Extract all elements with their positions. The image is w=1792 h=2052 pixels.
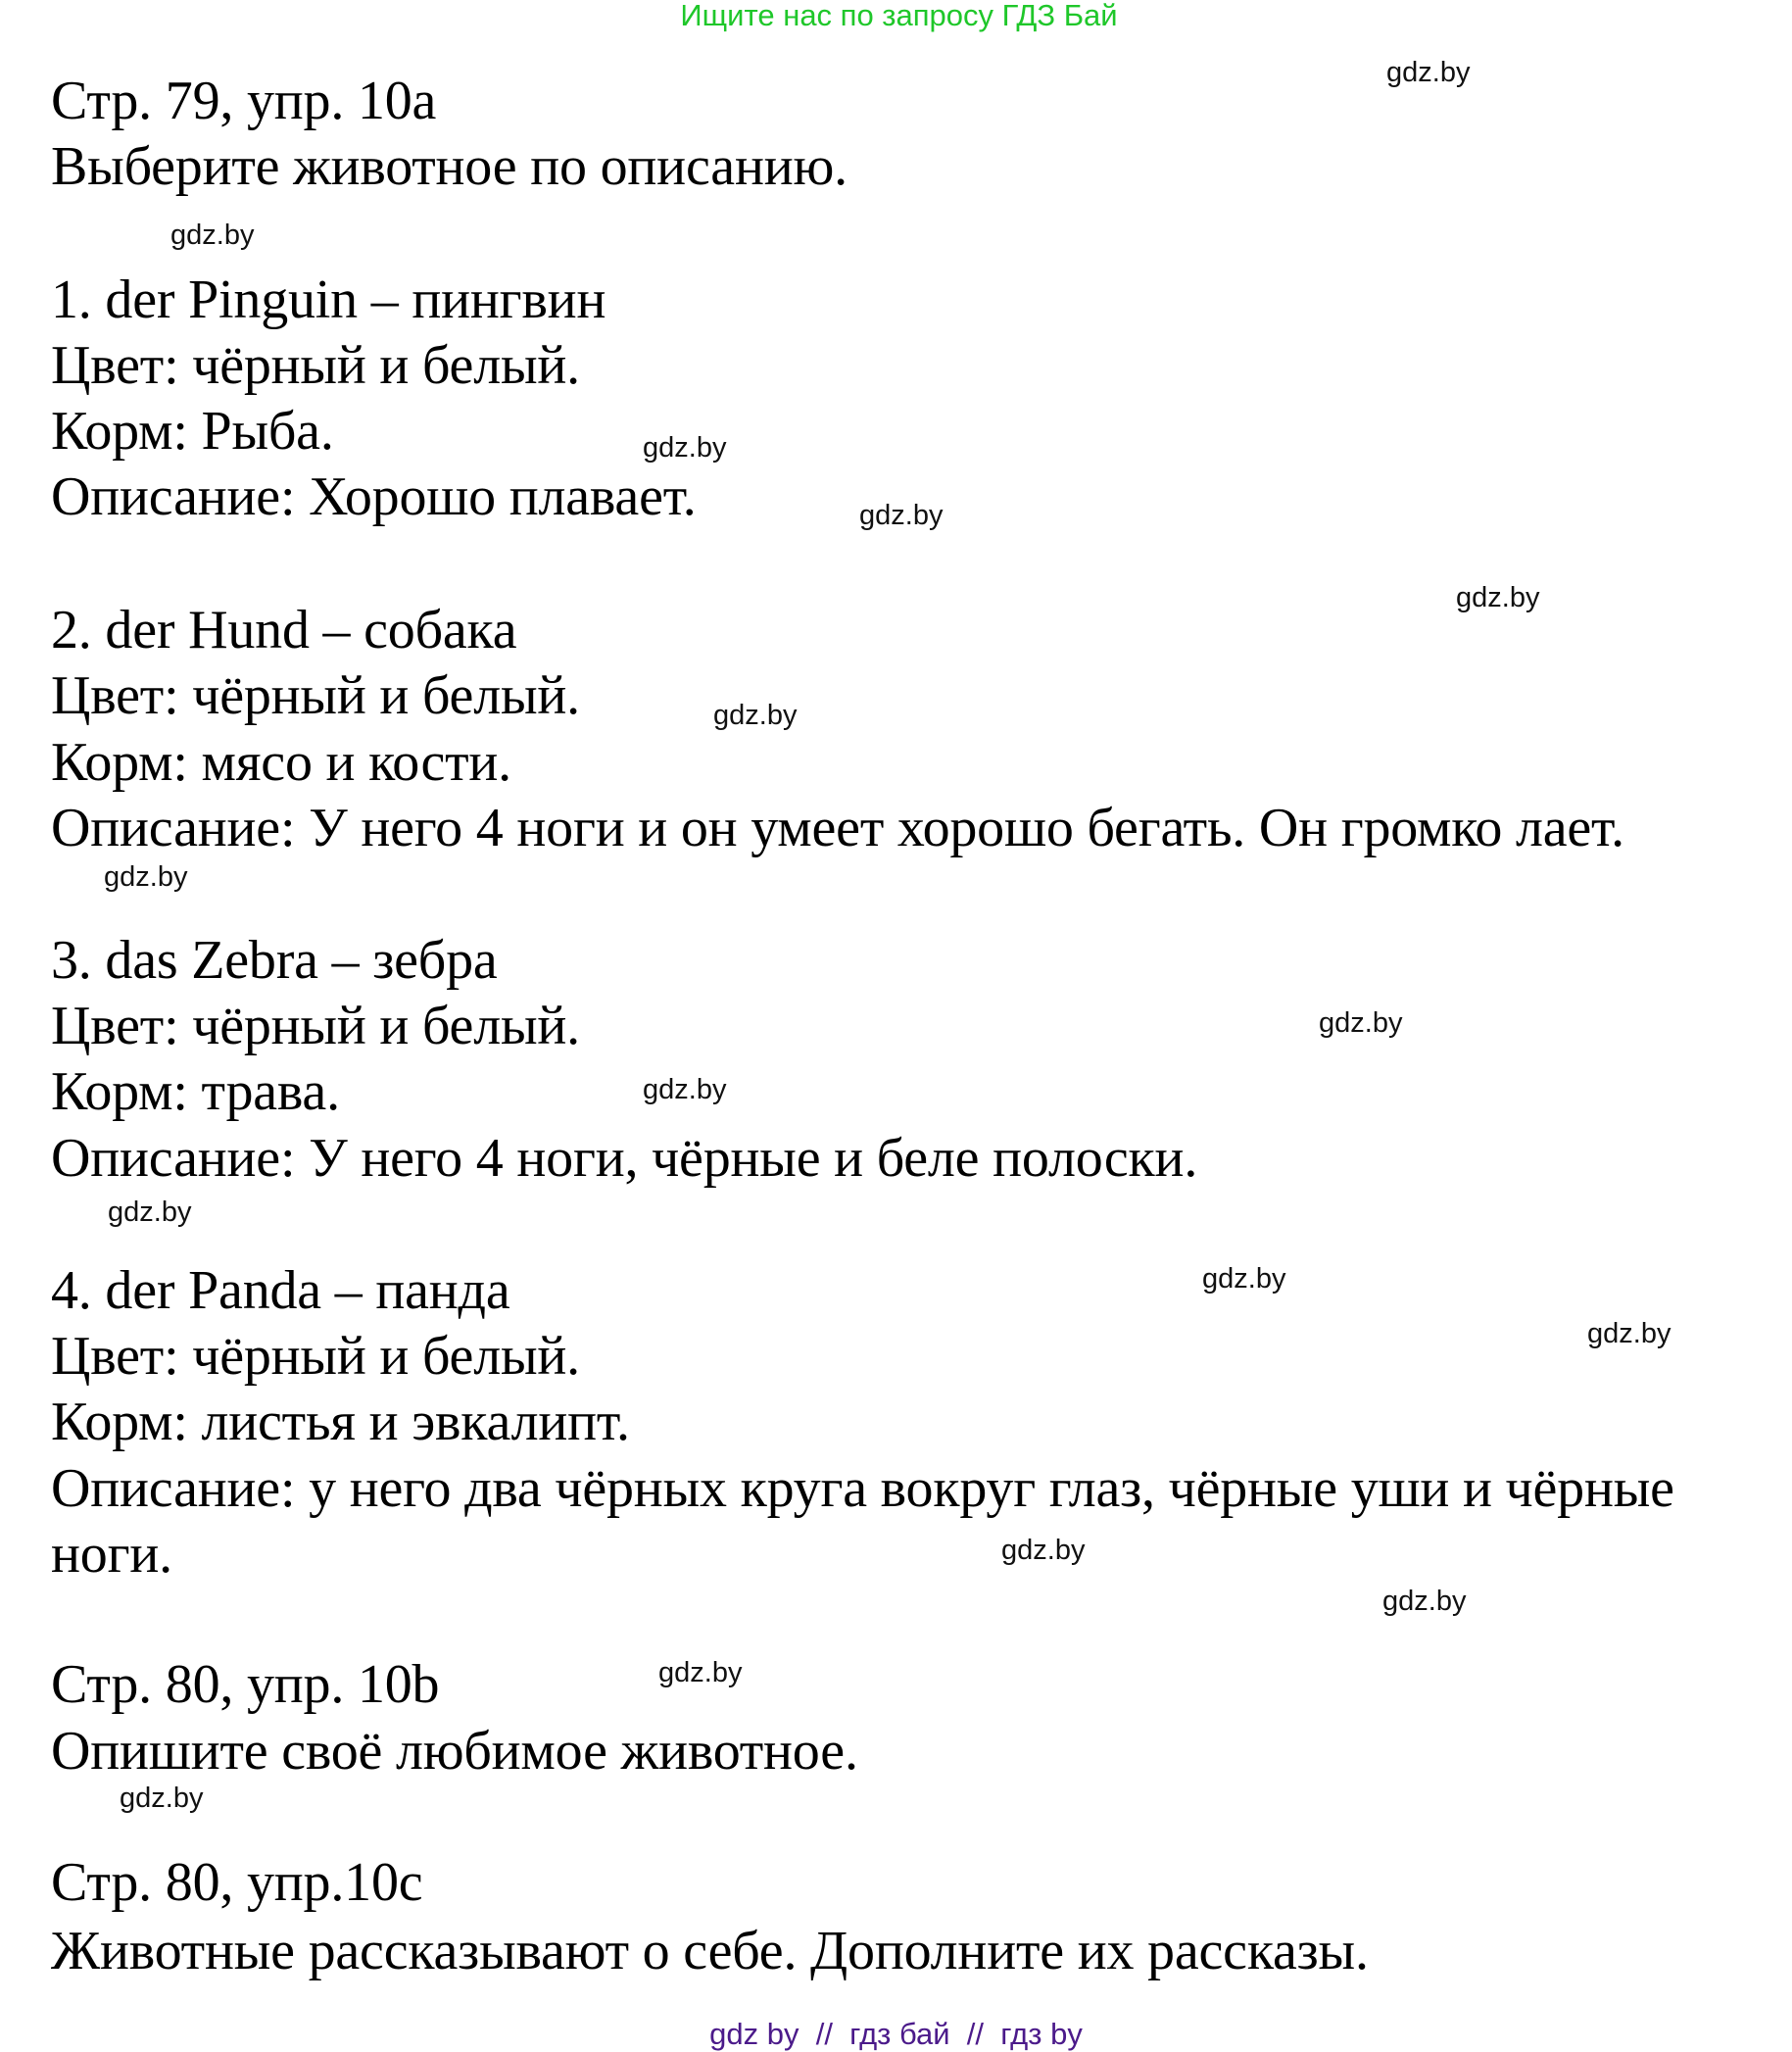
animal-color-zebra: Цвет: чёрный и белый. xyxy=(51,996,580,1056)
watermark: gdz.by xyxy=(120,1783,204,1814)
section-task-10c: Животные рассказывают о себе. Дополните их рассказы. xyxy=(51,1921,1369,1981)
section-heading-10a: Стр. 79, упр. 10a xyxy=(51,71,437,131)
watermark: gdz.by xyxy=(1319,1007,1403,1039)
watermark: gdz.by xyxy=(859,500,944,531)
watermark: gdz.by xyxy=(658,1657,743,1688)
watermark: gdz.by xyxy=(643,432,727,464)
animal-title-zebra: 3. das Zebra – зебра xyxy=(51,930,498,991)
animal-description-panda-cont: ноги. xyxy=(51,1524,172,1585)
animal-food-panda: Корм: листья и эвкалипт. xyxy=(51,1392,630,1452)
watermark: gdz.by xyxy=(1587,1318,1671,1349)
watermark: gdz.by xyxy=(1202,1263,1286,1295)
animal-description-dog: Описание: У него 4 ноги и он умеет хорошо бегать. Он громко лает. xyxy=(51,798,1624,858)
watermark: gdz.by xyxy=(1386,57,1471,88)
section-task-10b: Опишите своё любимое животное. xyxy=(51,1721,858,1782)
section-heading-10c: Стр. 80, упр.10c xyxy=(51,1852,423,1913)
watermark: gdz.by xyxy=(170,220,255,251)
watermark: gdz.by xyxy=(643,1074,727,1105)
animal-title-dog: 2. der Hund – собака xyxy=(51,600,517,660)
animal-description-panda: Описание: у него два чёрных круга вокруг глаз, чёрные уши и чёрные xyxy=(51,1458,1674,1519)
watermark: gdz.by xyxy=(713,700,798,731)
animal-color-dog: Цвет: чёрный и белый. xyxy=(51,665,580,726)
animal-description-penguin: Описание: Хорошо плавает. xyxy=(51,466,697,527)
animal-description-zebra: Описание: У него 4 ноги, чёрные и беле полоски. xyxy=(51,1128,1198,1189)
search-banner[interactable]: Ищите нас по запросу ГДЗ Бай xyxy=(680,0,1118,32)
watermark: gdz.by xyxy=(1001,1535,1086,1566)
watermark: gdz.by xyxy=(1456,582,1540,613)
animal-food-dog: Корм: мясо и кости. xyxy=(51,732,511,793)
animal-title-penguin: 1. der Pinguin – пингвин xyxy=(51,269,606,330)
animal-title-panda: 4. der Panda – панда xyxy=(51,1260,510,1321)
section-task-10a: Выберите животное по описанию. xyxy=(51,136,848,197)
watermark: gdz.by xyxy=(108,1197,192,1228)
watermark: gdz.by xyxy=(1382,1586,1467,1617)
animal-color-penguin: Цвет: чёрный и белый. xyxy=(51,335,580,396)
animal-food-zebra: Корм: трава. xyxy=(51,1061,340,1122)
animal-food-penguin: Корм: Рыба. xyxy=(51,401,334,462)
watermark: gdz.by xyxy=(104,861,188,893)
section-heading-10b: Стр. 80, упр. 10b xyxy=(51,1654,440,1715)
footer-links[interactable]: gdz by // гдз бай // гдз by xyxy=(709,2017,1083,2051)
animal-color-panda: Цвет: чёрный и белый. xyxy=(51,1326,580,1387)
